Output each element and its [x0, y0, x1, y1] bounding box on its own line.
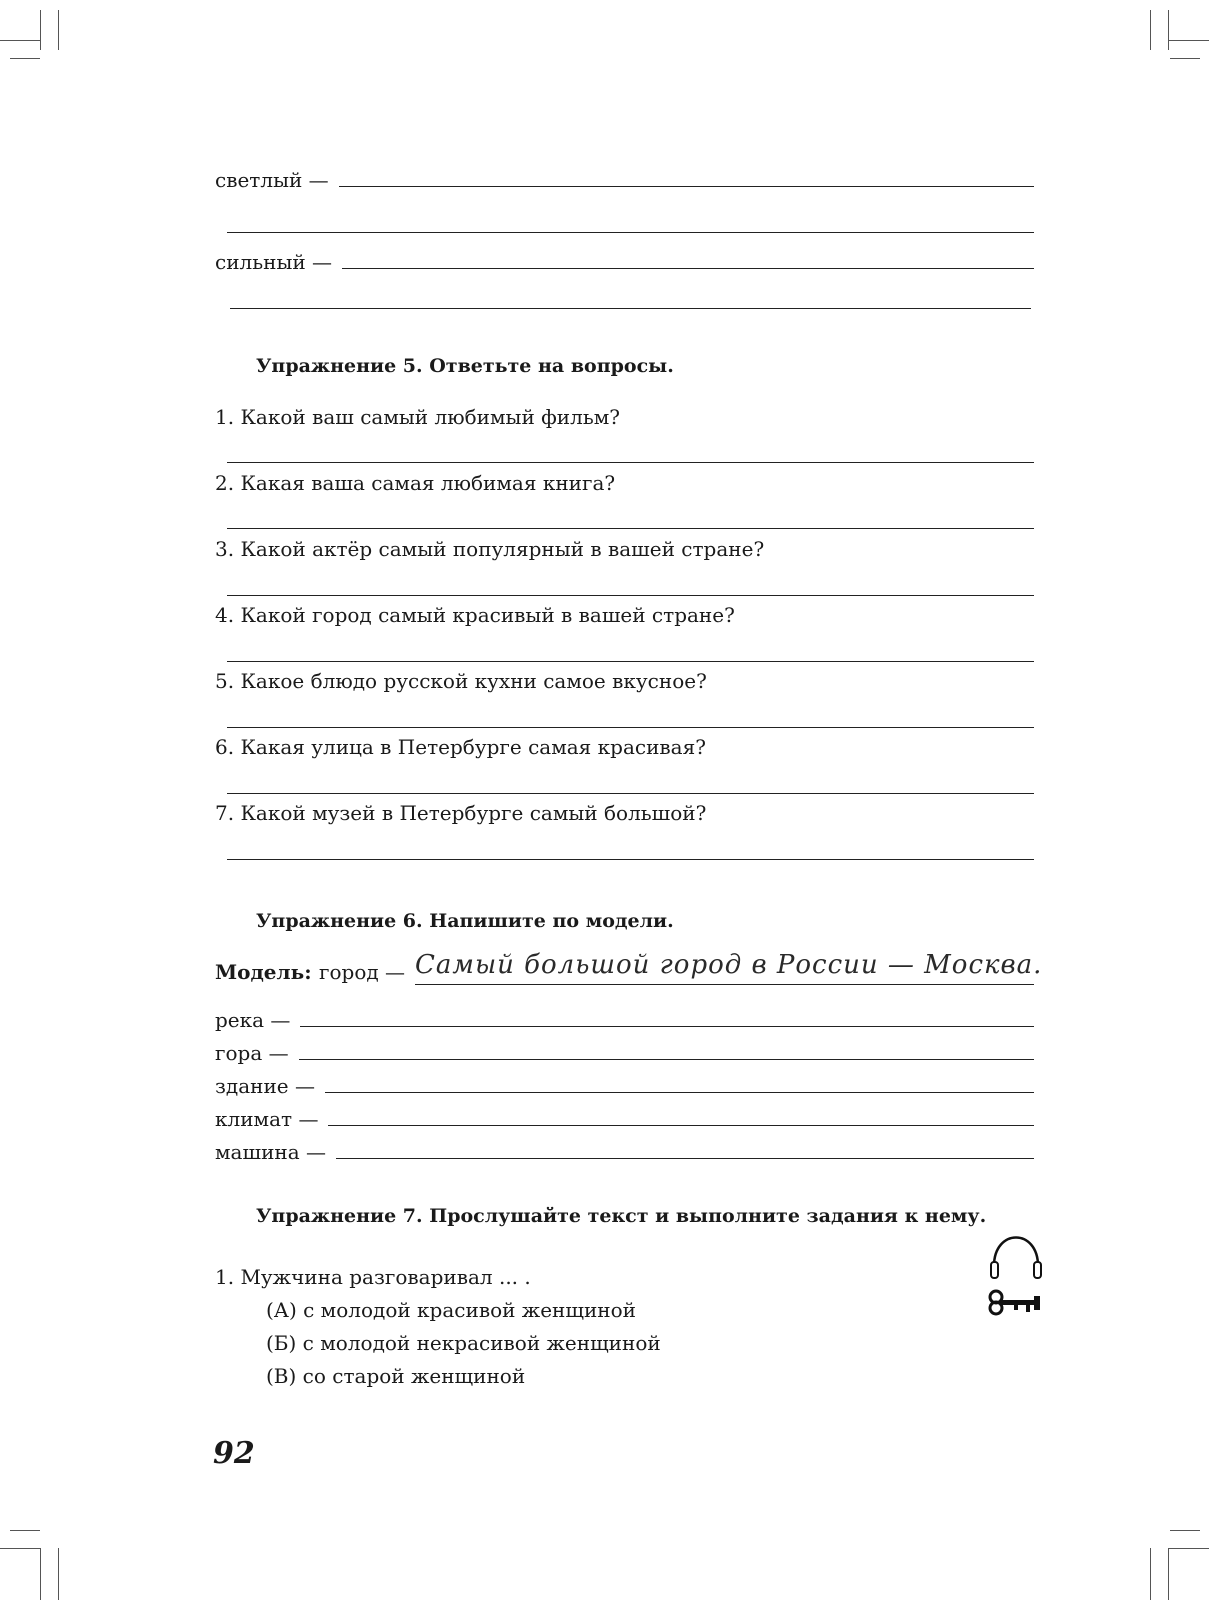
question-7: 7. Какой музей в Петербурге самый большой? — [215, 801, 707, 825]
headphones-icon — [988, 1218, 1044, 1318]
answer-row-zdanie[interactable] — [215, 1074, 1034, 1098]
row-label: река — — [215, 1008, 291, 1032]
question-6: 6. Какая улица в Петербурге самая красивая? — [215, 735, 706, 759]
answer-row-silny[interactable] — [215, 250, 1034, 274]
answer-row-svetly[interactable] — [215, 168, 1034, 192]
answer-line[interactable] — [227, 793, 1034, 794]
model-label: Модель: — [215, 960, 312, 984]
option-b[interactable]: (Б) с молодой некрасивой женщиной — [266, 1331, 661, 1355]
key-icon — [990, 1291, 1040, 1314]
answer-row-reka[interactable] — [215, 1008, 1034, 1032]
answer-line[interactable] — [227, 727, 1034, 728]
answer-row-klimat[interactable] — [215, 1107, 1034, 1131]
model-handwritten-answer: Самый большой город в России — Москва. — [415, 950, 1043, 980]
answer-line[interactable] — [342, 267, 1034, 269]
answer-row-mashina[interactable] — [215, 1140, 1034, 1164]
answer-line[interactable] — [230, 308, 1031, 309]
listening-question-1: 1. Мужчина разговаривал ... . — [215, 1265, 531, 1289]
answer-line[interactable] — [227, 528, 1034, 529]
answer-line[interactable] — [325, 1091, 1034, 1093]
answer-line[interactable] — [300, 1025, 1034, 1027]
row-label: здание — — [215, 1074, 315, 1098]
exercise-6-title: Упражнение 6. Напишите по модели. — [256, 910, 674, 932]
answer-line[interactable] — [339, 185, 1034, 187]
answer-line[interactable] — [336, 1157, 1034, 1159]
row-label: климат — — [215, 1107, 319, 1131]
answer-line[interactable] — [328, 1124, 1034, 1126]
answer-line[interactable] — [299, 1058, 1034, 1060]
exercise-7-title: Упражнение 7. Прослушайте текст и выполните задания к нему. — [256, 1205, 987, 1227]
row-label: гора — — [215, 1041, 289, 1065]
option-a[interactable]: (А) с молодой красивой женщиной — [266, 1298, 636, 1322]
row-label: сильный — — [215, 250, 333, 274]
answer-line[interactable] — [227, 595, 1034, 596]
answer-line[interactable] — [227, 859, 1034, 860]
option-c[interactable]: (В) со старой женщиной — [266, 1364, 526, 1388]
answer-line[interactable] — [227, 462, 1034, 463]
question-4: 4. Какой город самый красивый в вашей стране? — [215, 603, 735, 627]
exercise-5-title: Упражнение 5. Ответьте на вопросы. — [256, 355, 674, 377]
row-label: светлый — — [215, 168, 329, 192]
answer-line[interactable] — [227, 661, 1034, 662]
model-word: город — — [319, 960, 406, 984]
question-3: 3. Какой актёр самый популярный в вашей стране? — [215, 537, 765, 561]
question-2: 2. Какая ваша самая любимая книга? — [215, 471, 616, 495]
answer-row-gora[interactable] — [215, 1041, 1034, 1065]
model-example — [215, 948, 1043, 984]
model-line — [415, 984, 1034, 985]
answer-line[interactable] — [227, 232, 1034, 233]
question-5: 5. Какое блюдо русской кухни самое вкусное? — [215, 669, 707, 693]
page-number: 92 — [213, 1436, 255, 1471]
question-1: 1. Какой ваш самый любимый фильм? — [215, 405, 620, 429]
row-label: машина — — [215, 1140, 327, 1164]
